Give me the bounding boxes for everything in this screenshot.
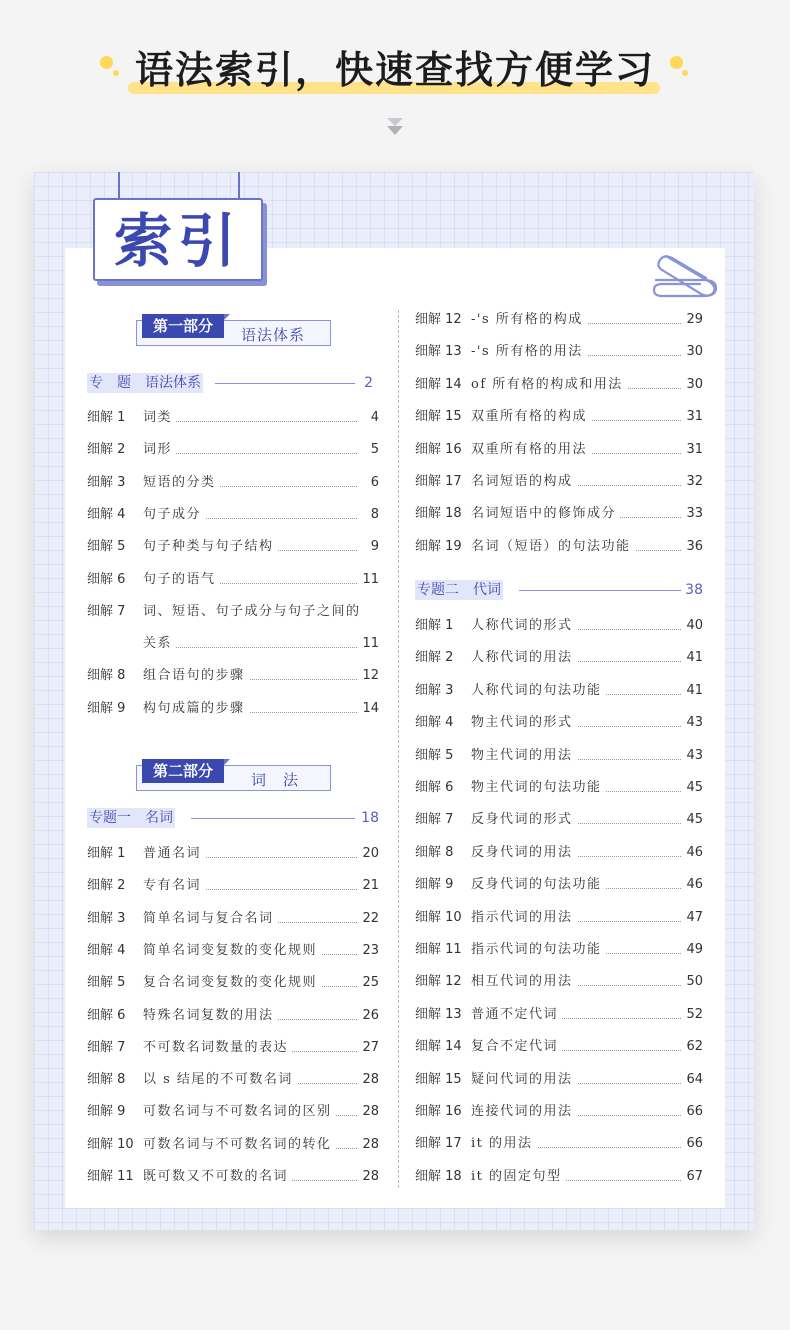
entry-title: 组合语句的步骤 [143, 666, 249, 686]
toc-entry[interactable] [415, 1167, 703, 1187]
toc-entry[interactable] [415, 843, 703, 863]
entry-page: 43 [683, 746, 703, 766]
entry-label: 细解 8 [87, 1072, 126, 1088]
entry-page: 46 [683, 843, 703, 863]
entry-title: 普通不定代词 [471, 1005, 562, 1025]
entry-page: 50 [683, 972, 703, 992]
toc-entry[interactable] [87, 844, 379, 864]
entry-label: 细解 4 [415, 715, 454, 731]
paperclip-icon [652, 244, 724, 300]
entry-page: 11 [359, 570, 379, 590]
entry-page: 41 [683, 681, 703, 701]
entry-page: 20 [359, 844, 379, 864]
entry-title: 双重所有格的构成 [471, 407, 591, 427]
entry-title: 短语的分类 [143, 473, 220, 493]
entry-label: 细解 19 [415, 538, 462, 554]
entry-page: 29 [683, 310, 703, 330]
entry-title: 指示代词的句法功能 [471, 940, 606, 960]
entry-title: 名词（短语）的句法功能 [471, 537, 635, 557]
entry-page: 12 [359, 666, 379, 686]
entry-page: 31 [683, 440, 703, 460]
toc-entry[interactable] [415, 440, 703, 460]
entry-title: -'s 所有格的用法 [471, 342, 587, 362]
entry-label: 细解 5 [87, 539, 126, 555]
entry-label: 细解 10 [87, 1136, 134, 1152]
entry-label: 细解 8 [87, 668, 126, 684]
toc-entry[interactable] [415, 1070, 703, 1090]
entry-title: 人称代词的句法功能 [471, 681, 606, 701]
toc-entry[interactable] [415, 778, 703, 798]
entry-title: 词、短语、句子成分与句子之间的 [143, 602, 365, 622]
toc-entry[interactable] [87, 1102, 379, 1122]
entry-page: 8 [368, 505, 379, 525]
entry-page: 28 [359, 1102, 379, 1122]
entry-label: 细解 11 [87, 1169, 134, 1184]
toc-entry[interactable] [415, 310, 703, 330]
entry-page: 43 [683, 713, 703, 733]
entry-label: 细解 7 [87, 603, 126, 619]
entry-title: 物主代词的形式 [471, 713, 577, 733]
part-name: 词 法 [251, 771, 300, 789]
entry-title: 名词短语的构成 [471, 472, 577, 492]
entry-page: 67 [683, 1167, 703, 1187]
topic-label: 专题一 名词 [89, 810, 173, 826]
entry-title: of 所有格的构成和用法 [471, 375, 627, 395]
entry-label: 细解 2 [87, 442, 126, 458]
toc-entry[interactable] [87, 505, 379, 525]
entry-page: 31 [683, 407, 703, 427]
entry-label: 细解 9 [87, 1104, 126, 1120]
toc-entry[interactable] [415, 407, 703, 427]
entry-page: 33 [683, 504, 703, 524]
toc-entry[interactable] [87, 537, 379, 557]
entry-title: 以 s 结尾的不可数名词 [143, 1070, 297, 1090]
entry-page: 28 [359, 1167, 379, 1187]
entry-page: 52 [683, 1005, 703, 1025]
entry-page: 36 [683, 537, 703, 557]
entry-page: 14 [359, 699, 379, 719]
part-tag: 第一部分 [142, 314, 224, 338]
entry-title: 词形 [143, 440, 176, 460]
entry-title: 构句成篇的步骤 [143, 699, 249, 719]
entry-label: 细解 1 [87, 410, 126, 425]
topic-page: 18 [361, 810, 379, 826]
toc-entry[interactable] [87, 973, 379, 993]
entry-label: 细解 6 [87, 571, 126, 587]
toc-entry[interactable] [87, 876, 379, 896]
entry-title: 指示代词的用法 [471, 908, 577, 928]
decor-dot-icon [682, 70, 688, 76]
toc-entry[interactable] [415, 1037, 703, 1057]
entry-title: -'s 所有格的构成 [471, 310, 587, 330]
entry-title: 句子的语气 [143, 570, 220, 590]
entry-label: 细解 13 [415, 1006, 462, 1022]
entry-label: 细解 17 [415, 1136, 462, 1152]
toc-entry[interactable] [87, 1070, 379, 1090]
entry-page: 28 [359, 1135, 379, 1155]
entry-label: 细解 9 [87, 700, 126, 716]
toc-entry[interactable] [87, 699, 379, 719]
entry-label: 细解 16 [415, 1104, 462, 1119]
entry-page: 46 [683, 875, 703, 895]
entry-label: 细解 5 [87, 975, 126, 991]
part-tag: 第二部分 [142, 759, 224, 783]
toc-entry[interactable] [415, 648, 703, 668]
entry-label: 细解 15 [415, 409, 462, 425]
topic-label: 专题二 代词 [417, 582, 501, 598]
entry-title: 可数名词与不可数名词的区别 [143, 1102, 336, 1122]
headline-text: 语法索引，快速查找方便学习 [134, 48, 655, 92]
entry-label: 细解 14 [415, 1039, 462, 1055]
column-divider [398, 310, 399, 1188]
toc-entry[interactable] [415, 616, 703, 636]
entry-title: 反身代词的形式 [471, 810, 577, 830]
entry-title: 普通名词 [143, 844, 205, 864]
topic-nouns[interactable] [87, 808, 379, 828]
entry-title: 人称代词的用法 [471, 648, 577, 668]
toc-entry[interactable] [87, 1038, 379, 1058]
entry-page: 27 [359, 1038, 379, 1058]
entry-title: it 的固定句型 [471, 1167, 566, 1187]
title-card [93, 198, 267, 286]
entry-label: 细解 2 [87, 878, 126, 894]
toc-entry[interactable] [415, 537, 703, 557]
entry-label: 细解 18 [415, 506, 462, 522]
topic-pronouns[interactable] [415, 580, 703, 600]
entry-leader-dots [145, 453, 357, 454]
entry-title: 反身代词的用法 [471, 843, 577, 863]
toc-entry[interactable] [87, 1006, 379, 1026]
entry-label: 细解 1 [415, 618, 454, 633]
topic-page: 2 [364, 375, 373, 391]
toc-entry[interactable] [87, 1167, 379, 1187]
entry-page: 62 [683, 1037, 703, 1057]
entry-label: 细解 10 [415, 909, 462, 925]
toc-entry[interactable] [415, 1102, 703, 1122]
toc-entry[interactable] [87, 440, 379, 460]
toc-entry[interactable] [415, 972, 703, 992]
entry-label: 细解 12 [415, 312, 462, 327]
toc-entry[interactable] [87, 408, 379, 428]
toc-entry[interactable] [87, 941, 379, 961]
toc-entry[interactable] [415, 1005, 703, 1025]
entry-label: 细解 7 [415, 812, 454, 828]
entry-page: 5 [368, 440, 379, 460]
entry-page: 23 [359, 941, 379, 961]
toc-entry[interactable] [415, 875, 703, 895]
entry-page: 26 [359, 1006, 379, 1026]
entry-page: 47 [683, 908, 703, 928]
entry-label: 细解 3 [415, 682, 454, 698]
entry-page: 11 [359, 634, 379, 654]
entry-title: 不可数名词数量的表达 [143, 1038, 292, 1058]
card-title: 索引 [93, 198, 263, 281]
topic-grammar-system[interactable] [87, 373, 373, 393]
entry-label: 细解 1 [87, 846, 126, 861]
entry-title: 物主代词的用法 [471, 746, 577, 766]
part-header-1 [136, 314, 336, 348]
toc-entry[interactable] [415, 810, 703, 830]
entry-title: 反身代词的句法功能 [471, 875, 606, 895]
entry-title: 特殊名词复数的用法 [143, 1006, 278, 1026]
entry-page: 28 [359, 1070, 379, 1090]
toc-entry[interactable] [415, 908, 703, 928]
entry-label: 细解 4 [87, 942, 126, 958]
entry-page: 66 [683, 1134, 703, 1154]
entry-page: 45 [683, 810, 703, 830]
toc-entry[interactable] [87, 666, 379, 686]
entry-title: 复合不定代词 [471, 1037, 562, 1057]
entry-page: 6 [368, 473, 379, 493]
entry-label: 细解 11 [415, 942, 462, 957]
entry-title: it 的用法 [471, 1134, 537, 1154]
entry-page: 22 [359, 909, 379, 929]
entry-title: 连接代词的用法 [471, 1102, 577, 1122]
entry-label: 细解 14 [415, 376, 462, 392]
toc-entry[interactable] [87, 634, 379, 654]
toc-entry[interactable] [87, 1135, 379, 1155]
entry-title: 简单名词与复合名词 [143, 909, 278, 929]
entry-title: 词类 [143, 408, 176, 428]
entry-label: 细解 8 [415, 844, 454, 860]
entry-title: 疑问代词的用法 [471, 1070, 577, 1090]
entry-page: 66 [683, 1102, 703, 1122]
chevron-down-icon [380, 114, 410, 140]
entry-page: 41 [683, 648, 703, 668]
entry-title: 人称代词的形式 [471, 616, 577, 636]
entry-title: 关系 [143, 634, 176, 654]
toc-entry[interactable] [415, 472, 703, 492]
toc-entry[interactable] [415, 1134, 703, 1154]
entry-label: 细解 12 [415, 974, 462, 990]
decor-dot-icon [670, 56, 683, 69]
toc-entry[interactable] [415, 681, 703, 701]
entry-label: 细解 18 [415, 1168, 462, 1184]
entry-page: 30 [683, 342, 703, 362]
entry-page: 40 [683, 616, 703, 636]
entry-label: 细解 16 [415, 441, 462, 457]
entry-label: 细解 6 [415, 780, 454, 795]
toc-entry[interactable] [415, 504, 703, 524]
part-header-2 [136, 759, 336, 793]
entry-page: 32 [683, 472, 703, 492]
toc-entry[interactable] [415, 342, 703, 362]
entry-label: 细解 15 [415, 1071, 462, 1087]
entry-label: 细解 5 [415, 747, 454, 763]
toc-entry[interactable] [87, 602, 379, 622]
entry-title: 既可数又不可数的名词 [143, 1167, 292, 1187]
entry-label: 细解 4 [87, 506, 126, 522]
entry-page: 45 [683, 778, 703, 798]
entry-label: 细解 9 [415, 877, 454, 893]
toc-entry[interactable] [415, 713, 703, 733]
entry-label: 细解 6 [87, 1007, 126, 1023]
entry-page: 21 [359, 876, 379, 896]
entry-title: 简单名词变复数的变化规则 [143, 941, 321, 961]
toc-entry[interactable] [87, 473, 379, 493]
entry-label: 细解 17 [415, 474, 462, 489]
entry-title: 句子种类与句子结构 [143, 537, 278, 557]
decor-dot-icon [100, 56, 113, 69]
part-name: 语法体系 [241, 326, 306, 344]
entry-page: 25 [359, 973, 379, 993]
toc-entry[interactable] [87, 909, 379, 929]
entry-title: 名词短语中的修饰成分 [471, 504, 620, 524]
toc-entry[interactable] [87, 570, 379, 590]
decor-dot-icon [113, 70, 119, 76]
entry-label: 细解 7 [87, 1039, 126, 1055]
toc-entry[interactable] [415, 375, 703, 395]
entry-title: 专有名词 [143, 876, 205, 896]
entry-leader-dots [145, 421, 357, 422]
entry-title: 可数名词与不可数名词的转化 [143, 1135, 336, 1155]
entry-page: 4 [368, 408, 379, 428]
toc-entry[interactable] [415, 746, 703, 766]
topic-label: 专 题 语法体系 [89, 375, 201, 391]
entry-label: 细解 3 [87, 910, 126, 926]
entry-title: 物主代词的句法功能 [471, 778, 606, 798]
entry-page: 64 [683, 1070, 703, 1090]
entry-label: 细解 2 [415, 650, 454, 666]
entry-title: 句子成分 [143, 505, 205, 525]
entry-page: 49 [683, 940, 703, 960]
entry-label: 细解 13 [415, 344, 462, 360]
headline-banner [0, 40, 790, 100]
entry-title: 相互代词的用法 [471, 972, 577, 992]
entry-label: 细解 3 [87, 474, 126, 490]
toc-entry[interactable] [415, 940, 703, 960]
entry-title: 复合名词变复数的变化规则 [143, 973, 321, 993]
entry-leader-dots [145, 647, 357, 648]
entry-page: 30 [683, 375, 703, 395]
topic-page: 38 [685, 582, 703, 598]
entry-page: 9 [368, 537, 379, 557]
entry-title: 双重所有格的用法 [471, 440, 591, 460]
